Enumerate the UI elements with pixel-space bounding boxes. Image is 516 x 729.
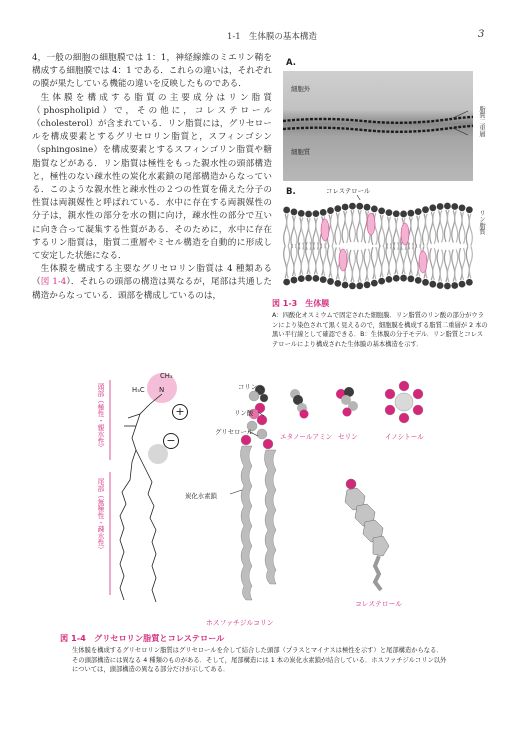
region-brackets (106, 380, 114, 600)
phosphate-label: リン酸 (234, 409, 254, 417)
figure-ref-1-4[interactable]: 図 1-4 (40, 277, 67, 288)
phosphatidylcholine-label: ホスファチジルコリン (206, 619, 274, 627)
section-number: 1-1 (227, 32, 241, 42)
figure-1-3-label-a: A. (286, 58, 296, 68)
section-title: 生体膜の基本構造 (248, 32, 317, 42)
figure-1-3-caption (272, 298, 488, 349)
head-region-label: 頭部（極性・親水性） (96, 383, 104, 451)
minus-icon: − (163, 433, 179, 449)
plus-icon: + (172, 404, 188, 420)
ethanolamine-label: エタノールアミン (280, 433, 333, 441)
ethanolamine-model (284, 384, 314, 422)
phospholipid-label: リン脂質 (478, 210, 485, 235)
figure-1-3-caption-text: A：四酸化オスミウムで固定された細胞膜．リン脂質のリン酸の部分がウランにより染色されて黒く見えるので，細胞膜を構成する脂質二重層が 2 本の黒い平行線として確認できる．B：生体膜の分子モデル．リン脂質とコレステロールにより構成された生体膜の基本構造を示す． (272, 312, 488, 348)
tail-region-label: 尾部（無極性・疎水性） (96, 478, 104, 553)
figure-1-3-micrograph (283, 71, 473, 181)
cholesterol-label-14: コレステロール (355, 600, 403, 608)
chem-ch3: CH₃ (160, 372, 173, 380)
body-text (32, 52, 272, 303)
figure-1-3-label-b: B. (286, 187, 296, 197)
label-leaders (180, 380, 270, 500)
membrane-model (283, 200, 473, 292)
serine-model (331, 384, 365, 422)
choline-label: コリン (238, 383, 258, 391)
paragraph-3: 生体膜を構成する主要なグリセロリン脂質は 4 種類ある（図 1-4）．それらの頭部の構造は異なるが，尾部は共通した構造からなっている．頭部を構成しているのは， (32, 264, 272, 301)
inositol-model (384, 380, 424, 424)
paragraph-2: 生体膜を構成する脂質の主要成分はリン脂質（phospholipid）で，その他に，コレステロール（cholesterol）が含まれている．リン脂質には，グリセロールを構成要素とするグリセロリン脂質と，スフィンゴシン（sphingosine）を構成要素とするスフィンゴリン脂質や糖脂質などがある．リン脂質は極性をもった親水性の頭部構造と，極性のない疎水性の炭化水素鎖の尾部構造からなっている．このような親水性と疎水性の２つの性質を備えた分子の性質は両親媒性と呼ばれている．水中に存在する両親媒性の分子は，親水性の部分を水の側に向け，疎水性の部分で互いに向き合って凝集する性質がある．そのために，水中に存在するリン脂質は，脂質二重層やミセル構造を自動的に形成して安定した状態になる． (32, 92, 272, 262)
figure-1-4-caption-text: 生体膜を構成するグリセロリン脂質はグリセロールを介して結合した頭部（プラスとマイナスは極性を示す）と尾部構造からなる．その頭部構造には異なる 4 種類のものがある．そして，尾部構造には 1 本の炭化水素鎖が結合している．ホスファチジルコリン以外については，頭部構造の異なる部分だけが示してある． (72, 647, 447, 674)
chem-n: N (159, 386, 165, 394)
running-header (227, 30, 317, 42)
figure-1-4-caption (60, 633, 448, 675)
hydrocarbon-label: 炭化水素鎖 (185, 492, 217, 500)
chem-h3c: H₃C (132, 386, 145, 394)
intracellular-label: 細胞質 (291, 148, 311, 156)
cholesterol-label-b: コレステロール (326, 187, 371, 195)
extracellular-label: 細胞外 (291, 85, 311, 93)
page-number: 3 (478, 29, 485, 40)
serine-label: セリン (338, 433, 358, 441)
paragraph-1: 4，一般の細胞の細胞膜では 1：1，神経線維のミエリン鞘を構成する細胞膜では 4：1 である．これらの違いは，それぞれの膜が果たしている機能の違いを反映したものである． (32, 53, 272, 90)
inositol-label: イノシトール (385, 433, 424, 441)
bilayer-label: 脂質二重層 (478, 106, 485, 137)
figure-1-4-caption-title: 図 1-4 グリセロリン脂質とコレステロール (60, 633, 225, 643)
glycerol-label: グリセロール (215, 428, 254, 436)
cholesterol-model (335, 478, 395, 593)
figure-1-3-caption-title: 図 1-3 生体膜 (272, 299, 330, 308)
